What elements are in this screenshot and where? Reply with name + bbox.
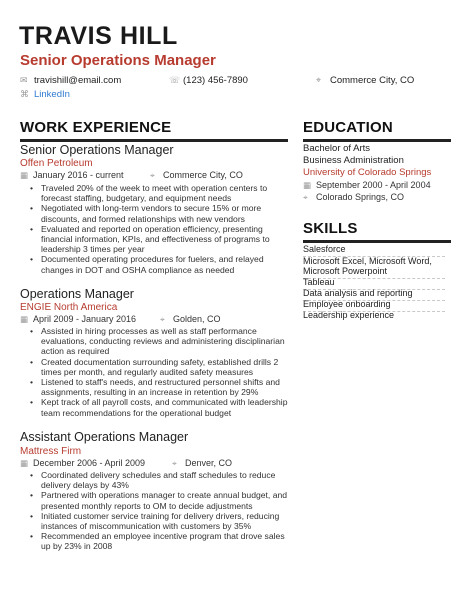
email-text: travishill@email.com [34,75,122,86]
linkedin-link[interactable] [20,88,70,101]
job-dates [20,458,145,469]
work-experience-heading: WORK EXPERIENCE [20,119,172,136]
job-location [172,458,232,469]
phone-text: (123) 456-7890 [183,75,248,86]
list-item: • Coordinated delivery schedules and staff schedules to reduce delivery delays by 43% [30,470,288,490]
skill-item: Tableau [303,277,335,287]
calendar-icon: ▦ [303,180,312,190]
company-name: ENGIE North America [20,302,118,313]
email-contact[interactable] [20,74,121,87]
skill-item: Leadership experience [303,310,395,320]
list-item: • Kept track of all payroll costs, and communicated with leadership team recommendations for the operational budget [30,397,288,417]
list-item: • Assisted in hiring processes as well as staff performance evaluations, conducting reviews and administering disciplinarian action as required [30,326,288,357]
linkedin-icon: ⌘ [20,89,29,99]
list-item: • Traveled 20% of the week to meet with operation centers to forecast staffing, budgetary, and equipment needs [30,183,288,203]
job-location-text: Commerce City, CO [163,170,243,180]
education-location [303,192,404,203]
map-pin-icon: ⌖ [316,75,322,85]
linkedin-text: LinkedIn [34,89,70,100]
job-title: Operations Manager [20,287,134,301]
job-location [160,314,221,325]
envelope-icon: ✉ [20,75,28,85]
education-dates-text: September 2000 - April 2004 [316,180,431,190]
calendar-icon: ▦ [20,458,29,468]
company-name: Mattress Firm [20,446,82,457]
map-pin-icon: ⌖ [160,314,165,324]
job-location-text: Denver, CO [185,458,233,468]
company-name: Offen Petroleum [20,158,93,169]
list-item: • Listened to staff's needs, and restructured personnel shifts and assignments, resulting in an increase in retention by 29% [30,377,288,397]
candidate-headline: Senior Operations Manager [20,52,216,69]
skill-item: Salesforce [303,244,346,254]
skill-item: Microsoft Powerpoint [303,266,388,276]
skill-item: Employee onboarding [303,299,391,309]
job-dates [20,314,136,325]
job-bullets [30,326,288,418]
map-pin-icon: ⌖ [303,192,308,202]
phone-icon: ☏ [169,75,181,85]
job-dates-text: December 2006 - April 2009 [33,458,146,468]
school-name: University of Colorado Springs [303,167,432,178]
location-text: Commerce City, CO [330,75,415,86]
field-of-study: Business Administration [303,155,404,166]
location-contact [316,74,414,87]
job-title: Senior Operations Manager [20,143,174,157]
education-rule [303,139,451,142]
list-item: • Evaluated and reported on operation efficiency, presenting financial information, KPIs, and effectiveness of programs to leadership 3 times per year [30,224,288,255]
skill-item: Data analysis and reporting [303,288,413,298]
skill-item: Microsoft Excel, Microsoft Word, [303,256,432,266]
list-item: • Partnered with operations manager to create annual budget, and presented monthly reports to OM to decide adjustments [30,490,288,510]
list-item: • Negotiated with long-term vendors to secure 15% or more discounts, and formed relationships with new vendors [30,203,288,223]
job-location-text: Golden, CO [173,314,221,324]
list-item: • Documented operating procedures for fuelers, and relayed changes in DOT and OSHA compliance as needed [30,254,288,274]
skills-heading: SKILLS [303,220,358,237]
skills-rule [303,240,451,243]
education-heading: EDUCATION [303,119,393,136]
calendar-icon: ▦ [20,314,29,324]
job-bullets [30,183,288,275]
work-experience-rule [20,139,288,142]
degree: Bachelor of Arts [303,143,371,154]
list-item: • Created documentation surrounding safety, established drills 2 times per month, and regularly audited safety measures [30,357,288,377]
job-dates-text: January 2016 - current [33,170,124,180]
education-dates [303,180,431,191]
candidate-name: TRAVIS HILL [19,22,178,50]
job-title: Assistant Operations Manager [20,430,189,444]
education-location-text: Colorado Springs, CO [316,192,405,202]
job-dates-text: April 2009 - January 2016 [33,314,137,324]
phone-contact [169,74,248,87]
list-item: • Initiated customer service training for delivery drivers, reducing instances of miscommunication with customers by 35% [30,511,288,531]
calendar-icon: ▦ [20,170,29,180]
job-bullets [30,470,288,552]
list-item: • Recommended an employee incentive program that drove sales up by 23% in 2008 [30,531,288,551]
map-pin-icon: ⌖ [172,458,177,468]
map-pin-icon: ⌖ [150,170,155,180]
job-location [150,170,243,181]
job-dates [20,170,124,181]
